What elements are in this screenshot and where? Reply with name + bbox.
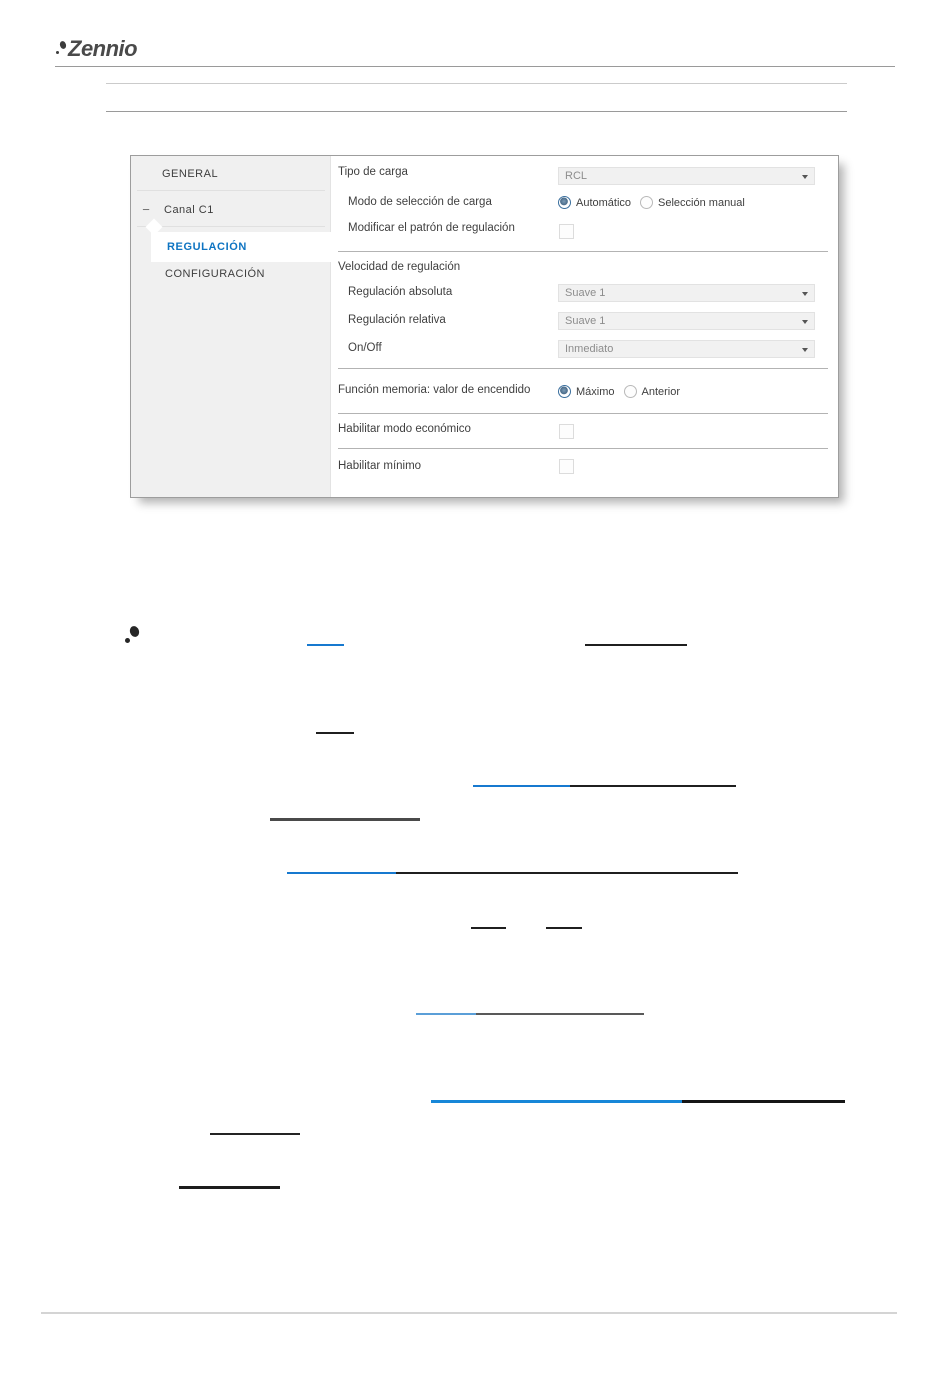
dropdown-value: Suave 1 — [565, 315, 606, 327]
footer-rule — [41, 1312, 897, 1314]
redacted-text-underline — [316, 732, 354, 734]
redacted-text-underline — [210, 1133, 300, 1135]
sidebar-item-label: Canal C1 — [164, 204, 214, 216]
section-label: Velocidad de regulación — [338, 261, 461, 273]
panel-separator — [338, 448, 828, 449]
param-label: Habilitar modo económico — [338, 423, 471, 435]
radio-option[interactable] — [558, 385, 615, 398]
sidebar-item-general[interactable] — [131, 162, 331, 186]
ets-screenshot — [130, 155, 839, 498]
zennio-logo-dot-icon — [56, 51, 59, 54]
tipo-de-carga-dropdown[interactable] — [558, 167, 815, 185]
modificar-patron-checkbox[interactable] — [559, 224, 574, 239]
sidebar-item-label: REGULACIÓN — [167, 241, 247, 253]
sidebar-item-configuracion[interactable] — [131, 262, 331, 286]
sidebar-item-label: GENERAL — [162, 168, 219, 180]
dropdown-value: Inmediato — [565, 343, 614, 355]
redacted-link-underline[interactable] — [431, 1100, 682, 1103]
modo-seleccion-radio-group — [558, 195, 745, 210]
zennio-logo: Zennio — [68, 36, 138, 61]
sidebar-item-canal-c1[interactable] — [131, 198, 331, 222]
redacted-link-underline[interactable] — [287, 872, 396, 874]
ets-sidebar — [131, 156, 331, 497]
redacted-text-underline — [471, 927, 506, 929]
radio-label: Anterior — [641, 385, 681, 398]
radio-option[interactable] — [558, 196, 631, 209]
panel-separator — [338, 368, 828, 369]
redacted-link-underline[interactable] — [307, 644, 344, 646]
redacted-link-underline[interactable] — [473, 785, 570, 787]
header-rule — [55, 66, 895, 67]
chevron-down-icon — [802, 175, 808, 179]
param-label: Función memoria: valor de encendido — [338, 384, 531, 396]
header-box-top-rule — [106, 83, 847, 84]
dropdown-value: Suave 1 — [565, 287, 606, 299]
param-label: Modificar el patrón de regulación — [348, 222, 515, 234]
radio-button[interactable] — [558, 385, 571, 398]
regulacion-relativa-dropdown[interactable] — [558, 312, 815, 330]
radio-button[interactable] — [624, 385, 637, 398]
param-label: Tipo de carga — [338, 166, 408, 178]
redacted-text-underline — [270, 818, 420, 821]
param-label: On/Off — [348, 342, 382, 354]
sidebar-separator — [137, 190, 325, 191]
redacted-link-underline[interactable] — [416, 1013, 476, 1015]
redacted-text-underline — [396, 872, 738, 874]
panel-separator — [338, 251, 828, 252]
redacted-text-underline — [682, 1100, 845, 1103]
chevron-down-icon — [802, 320, 808, 324]
radio-label: Selección manual — [658, 196, 745, 209]
sidebar-separator — [137, 226, 325, 227]
chevron-down-icon — [802, 292, 808, 296]
modo-economico-checkbox[interactable] — [559, 424, 574, 439]
redacted-text-underline — [179, 1186, 280, 1189]
radio-label: Máximo — [576, 385, 615, 398]
habilitar-minimo-checkbox[interactable] — [559, 459, 574, 474]
redacted-text-underline — [570, 785, 736, 787]
radio-button[interactable] — [558, 196, 571, 209]
redacted-text-underline — [546, 927, 582, 929]
radio-label: Automático — [576, 196, 632, 209]
zennio-logo-dot-icon — [59, 40, 67, 49]
param-label: Regulación relativa — [348, 314, 446, 326]
funcion-memoria-radio-group — [558, 384, 680, 399]
sidebar-item-label: CONFIGURACIÓN — [165, 268, 265, 280]
param-label: Habilitar mínimo — [338, 460, 422, 472]
param-label: Regulación absoluta — [348, 286, 453, 298]
collapse-minus-icon[interactable]: − — [142, 202, 150, 217]
on-off-dropdown[interactable] — [558, 340, 815, 358]
param-label: Modo de selección de carga — [348, 196, 492, 208]
redacted-text-underline — [585, 644, 687, 646]
list-bullet-icon — [125, 638, 130, 643]
chevron-down-icon — [802, 348, 808, 352]
radio-option[interactable] — [640, 196, 745, 209]
header-box-bottom-rule — [106, 111, 847, 112]
panel-separator — [338, 413, 828, 414]
sidebar-item-regulacion[interactable] — [151, 232, 332, 262]
dropdown-value: RCL — [565, 170, 588, 182]
radio-option[interactable] — [624, 385, 681, 398]
radio-button[interactable] — [640, 196, 653, 209]
regulacion-absoluta-dropdown[interactable] — [558, 284, 815, 302]
redacted-text-underline — [476, 1013, 644, 1015]
list-bullet-icon — [129, 625, 141, 638]
